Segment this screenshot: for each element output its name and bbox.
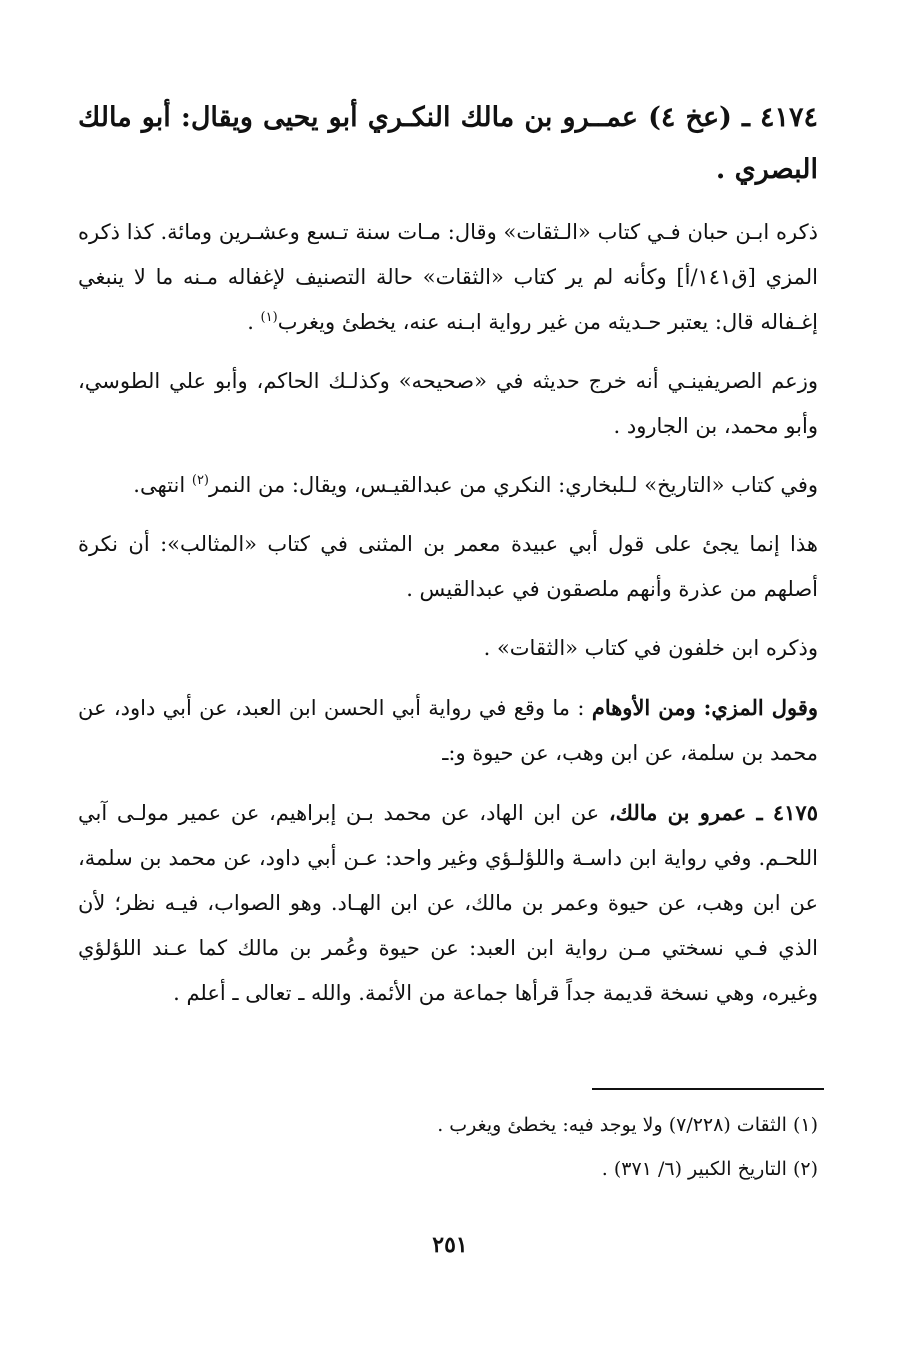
paragraph-ibn-hibban [78, 210, 818, 345]
paragraph-abu-ubayda: هذا إنما يجئ على قول أبي عبيدة معمر بن المثنى في كتاب «المثالب»: أن نكرة أصلهم من عذرة وأنهم ملصقون في عبدالقيس . [78, 532, 818, 601]
footnote-divider [592, 1088, 824, 1090]
paragraph-text: ذكره ابـن حبان فـي كتاب «الـثقات» وقال: مـات سنة تـسع وعشـرين ومائة. كذا ذكره المزي [ق١٤١/أ] وكأنه لم ير كتاب «الثقات» حالة التصنيف لإغفاله مـنه ما لا ينبغي إغـفاله قال: يعتبر حـديثه من غير رواية ابـنه عنه، يخطئ ويغرب [78, 220, 818, 334]
footnote-2: (٢) التاريخ الكبير (٦/ ٣٧١) . [601, 1158, 818, 1180]
paragraph-end: . [247, 310, 261, 334]
entry-4175-heading: ٤١٧٥ ـ عمرو بن مالك، [608, 800, 818, 825]
paragraph-sarifini: وزعم الصريفينـي أنه خرج حديثه في «صحيحه» وكذلـك الحاكم، وأبو علي الطوسي، وأبو محمد، بن الجارود . [78, 369, 818, 438]
footnote-1: (١) الثقات (٧/٢٢٨) ولا يوجد فيه: يخطئ ويغرب . [437, 1114, 818, 1136]
footnote-ref-1[interactable]: (١) [260, 310, 278, 325]
paragraph-ibn-khalfun: وذكره ابن خلفون في كتاب «الثقات» . [483, 636, 818, 660]
paragraph-text: وفي كتاب «التاريخ» لـلبخاري: النكري من عبدالقيـس، ويقال: من النمر [209, 473, 818, 497]
paragraph-text: عن ابن الهاد، عن محمد بـن إبراهيم، عن عمير مولـى آبي اللحـم. وفي رواية ابن داسـة واللؤلـؤي وغير واحد: عـن أبي داود، عن محمد بن سلمة، عن ابن وهب، عن حيوة وعمر بن مالك، عن ابن الهـاد. وهو الصواب، فيـه نظر؛ لأن الذي فـي نسختي مـن رواية ابن العبد: عن حيوة وعُمر بن مالك كما عـند اللؤلؤي وغيره، وهي نسخة قديمة جداً قرأها جماعة من الأئمة. والله ـ تعالى ـ أعلم . [78, 801, 818, 1005]
footnote-ref-2[interactable]: (٢) [191, 473, 209, 488]
main-text [78, 92, 818, 1030]
entry-4174-heading: ٤١٧٤ ـ (عخ ٤) عمــرو بن مالك النكـري أبو يحيى ويقال: أبو مالك البصري . [78, 102, 818, 185]
paragraph-tarikh [78, 463, 818, 508]
paragraph-end: انتهى. [133, 473, 192, 497]
footnotes [78, 1103, 818, 1191]
paragraph-text: : ما وقع في رواية أبي الحسن ابن العبد، عن أبي داود، عن محمد بن سلمة، عن ابن وهب، عن حيوة و:ـ [78, 696, 818, 765]
paragraph-mizzi-awham [78, 685, 818, 776]
bold-lead: وقول المزي: ومن الأوهام [591, 695, 818, 720]
entry-4175 [78, 790, 818, 1016]
page-number: ٢٥١ [432, 1232, 468, 1258]
